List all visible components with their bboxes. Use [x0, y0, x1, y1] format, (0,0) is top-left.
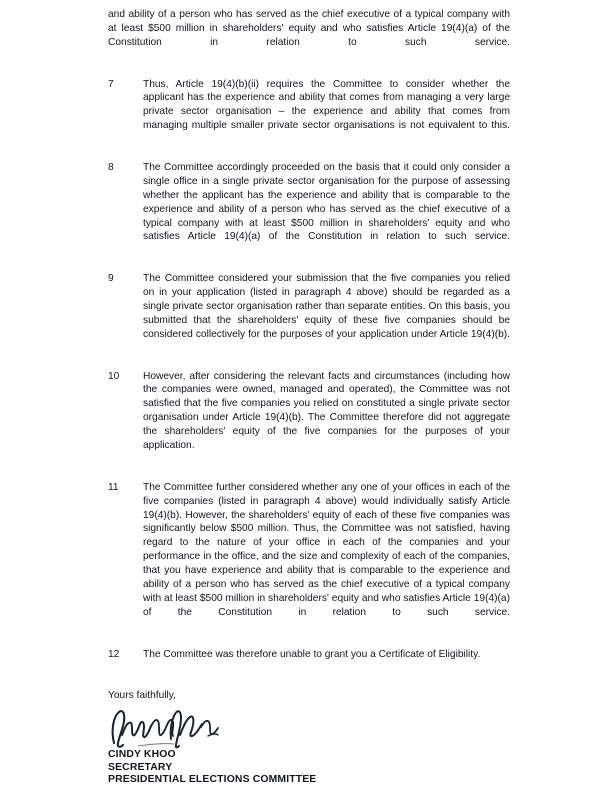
letter-body [108, 8, 510, 787]
paragraph-text: However, after considering the relevant facts and circumstances (including how the companies were owned, managed and operated), the Committee was not satisfied that the five companies you relied on constituted a single private sector organisation under Article 19(4)(b). The Committee therefore did not aggregate the shareholders' equity of the five companies for the purposes of your application. [143, 370, 510, 452]
paragraph-text: The Committee accordingly proceeded on the basis that it could only consider a single office in a single private sector organisation for the purpose of assessing whether the applicant has the experience and ability that is comparable to the experience and ability of a person who has served as the chief executive of a typical company with at least $500 million in shareholders' equity and who satisfies Article 19(4)(a) of the Constitution in relation to such service. [143, 161, 510, 243]
signature-image [108, 705, 278, 749]
paragraph-continuation [108, 8, 510, 64]
signatory-title: SECRETARY [108, 761, 173, 773]
paragraph-text: The Committee was therefore unable to grant you a Certificate of Eligibility. [143, 648, 481, 660]
paragraph-12 [108, 648, 510, 662]
paragraph-text: The Committee considered your submission that the five companies you relied on in your application (listed in paragraph 4 above) should be regarded as a single private sector organisation rather than separate entities. On this basis, you submitted that the shareholders' equity of these five companies should be considered collectively for the purposes of your application under Article 19(4)(b). [143, 273, 510, 340]
paragraph-9 [108, 272, 510, 355]
paragraph-8 [108, 161, 510, 258]
paragraph-number: 9 [108, 273, 114, 285]
signatory-organisation: PRESIDENTIAL ELECTIONS COMMITTEE [108, 774, 317, 786]
closing-salutation: Yours faithfully, [108, 690, 176, 702]
paragraph-number: 10 [108, 370, 120, 382]
paragraph-number: 11 [108, 481, 119, 493]
paragraph-11 [108, 481, 510, 634]
signatory-name: CINDY KHOO [108, 749, 176, 761]
paragraph-number: 7 [108, 78, 114, 90]
paragraph-number: 12 [108, 648, 120, 660]
paragraph-text: The Committee further considered whether any one of your offices in each of the five companies (listed in paragraph 4 above) would individually satisfy Article 19(4)(b). However, the shareholders' equity of each of these five companies was significantly below $500 million. Thus, the Committee was not satisfied, having regard to the nature of your office in each of the companies and your performance in the office, and the size and complexity of each of the companies, that you have experience and ability that is comparable to the experience and ability of a person who has served as the chief executive of a typical company with at least $500 million in shareholders' equity and who satisfies Article 19(4)(a) of the Constitution in relation to such service. [143, 481, 510, 618]
paragraph-text: and ability of a person who has served as the chief executive of a typical company with at least $500 million in shareholders' equity and who satisfies Article 19(4)(a) of the Constitution in relation to such service. [108, 9, 510, 48]
paragraph-7 [108, 78, 510, 148]
paragraph-number: 8 [108, 161, 114, 173]
paragraph-text: Thus, Article 19(4)(b)(ii) requires the Committee to consider whether the applicant has the experience and ability that comes from managing a very large private sector organisation – the experience and ability that comes from managing multiple smaller private sector organisations is not equivalent to this. [143, 78, 510, 132]
paragraph-10 [108, 370, 510, 467]
closing-spacer [108, 675, 510, 689]
